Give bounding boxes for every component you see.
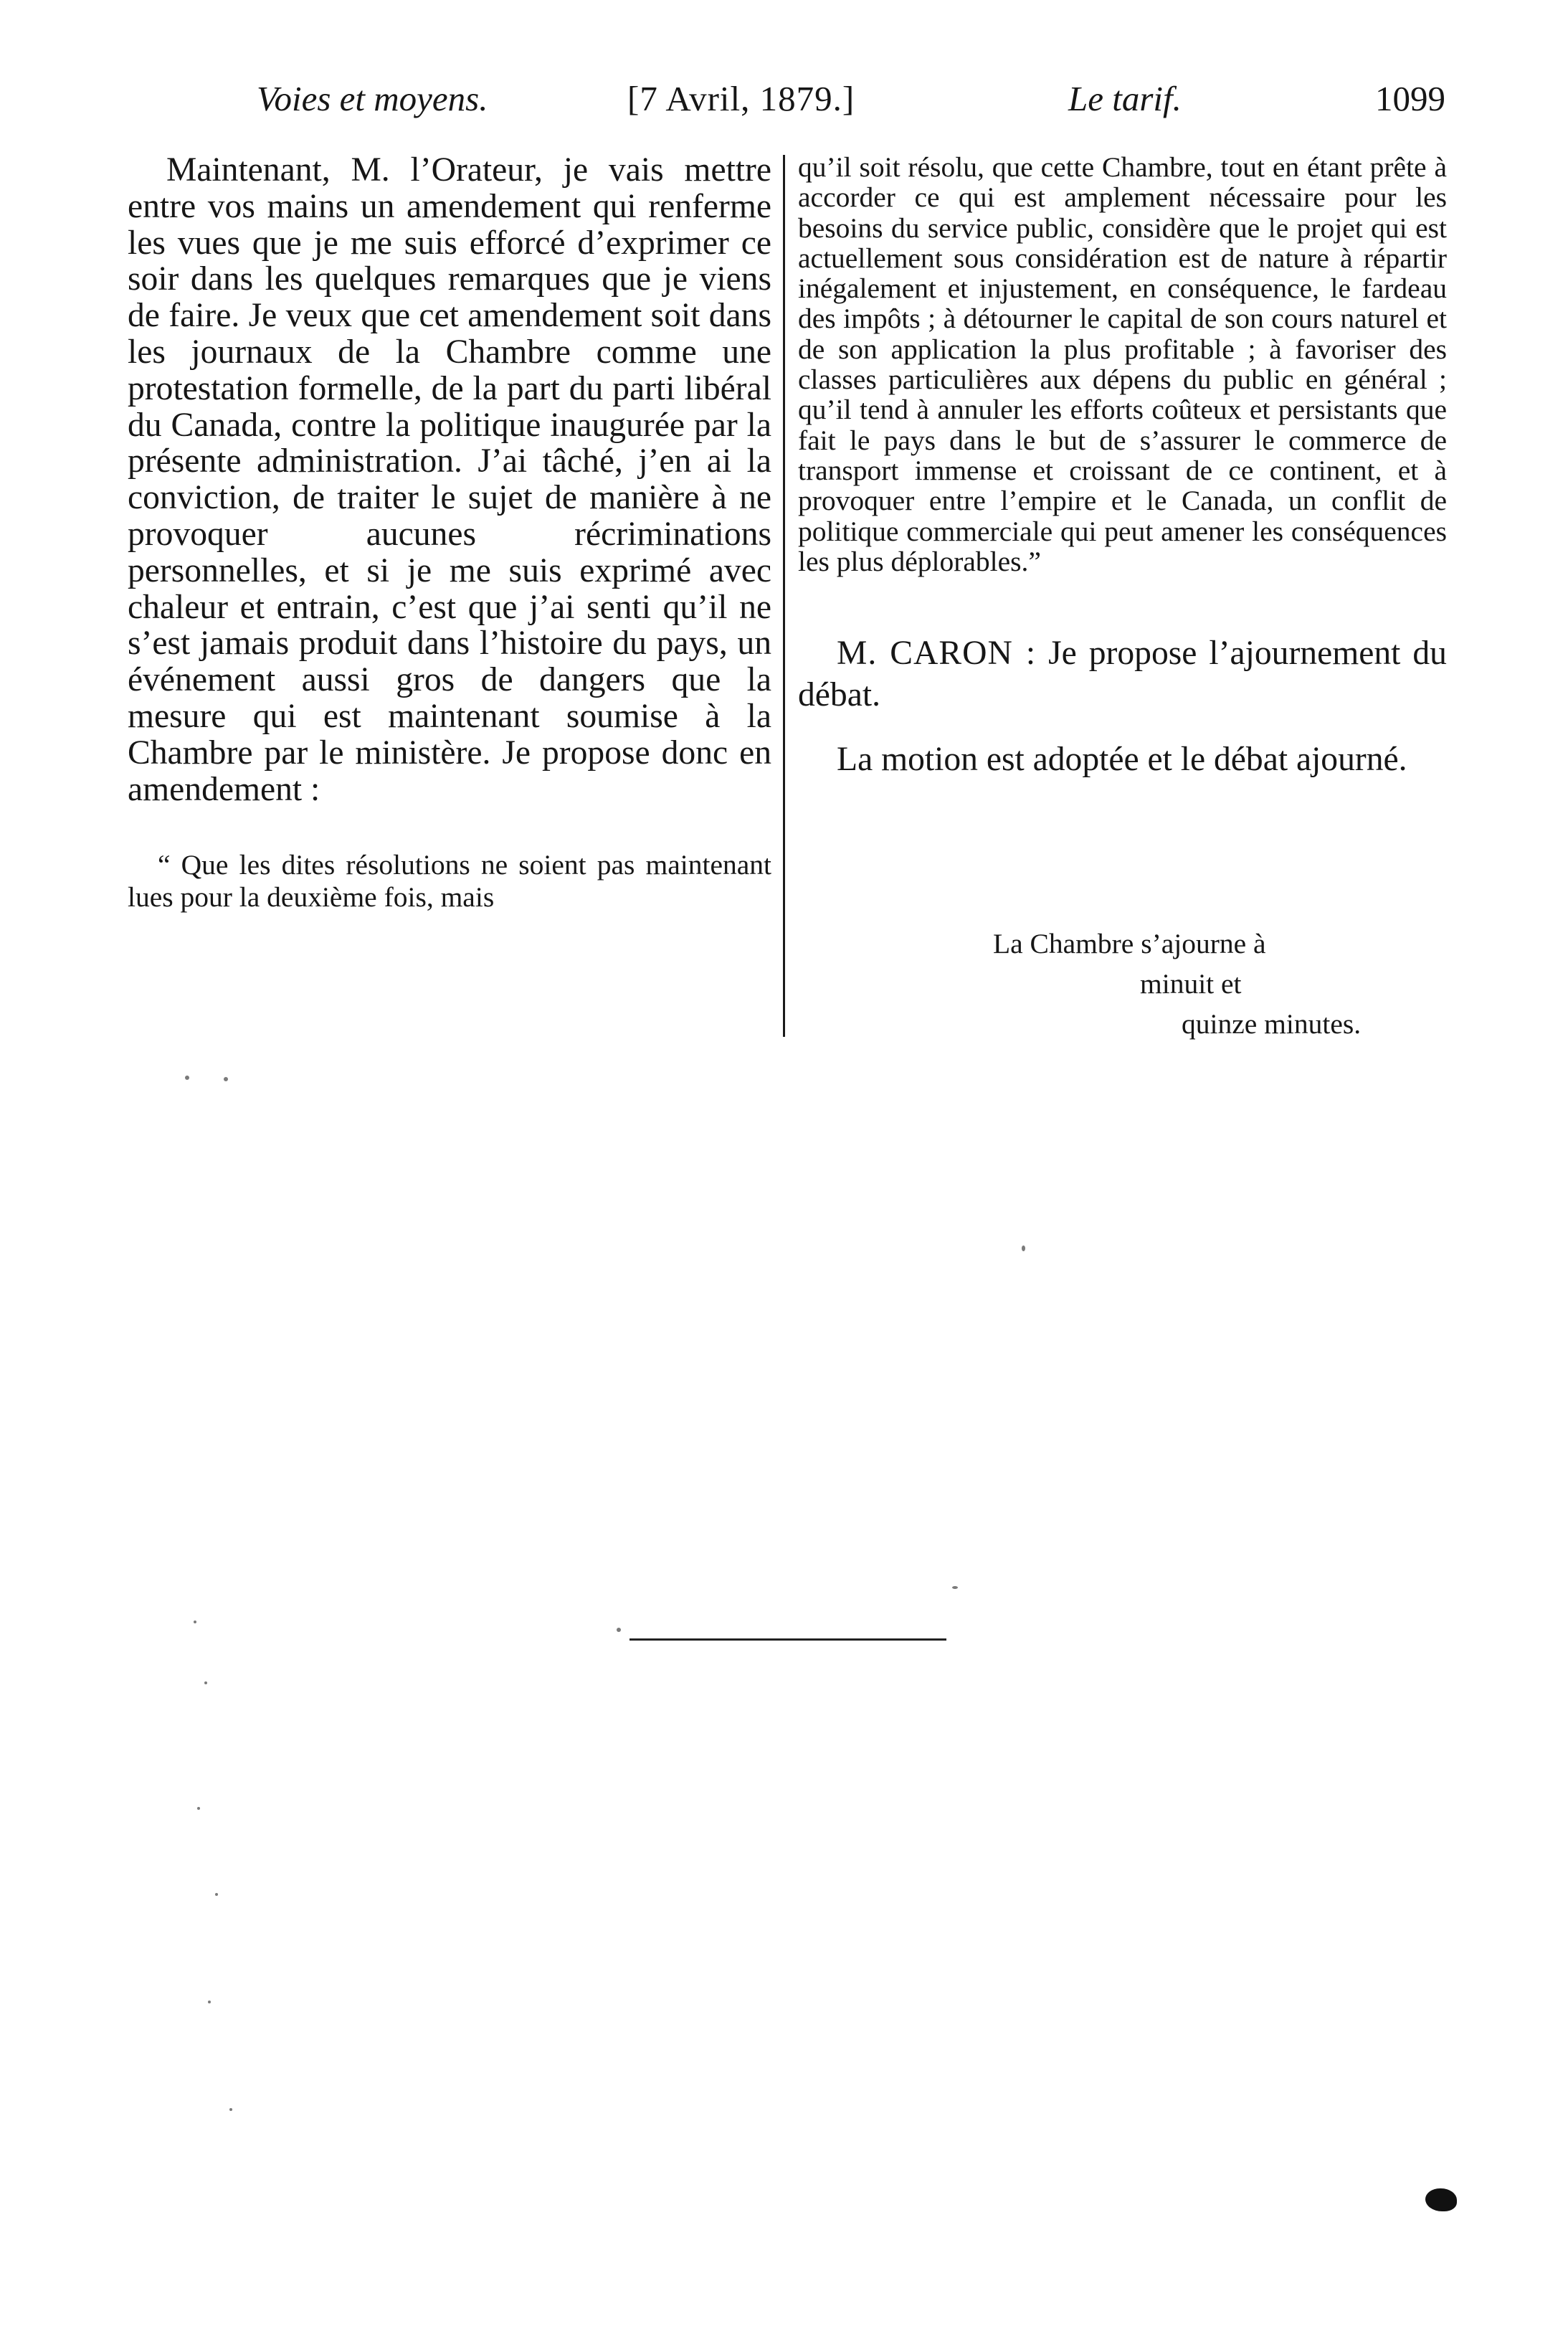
header-date: [7 Avril, 1879.]: [627, 79, 855, 118]
ink-speck: [224, 1077, 228, 1081]
ink-speck: [204, 1681, 207, 1684]
adjournment-line-1: La Chambre s’ajourne à: [993, 928, 1266, 959]
running-header: [0, 77, 1568, 128]
ink-speck: [197, 1807, 200, 1810]
speech-paragraph: Maintenant, M. l’Orateur, je vais mettre entre vos mains un amendement qui renferme les vues que je me suis efforcé d’exprimer ce soir dans les quelques remarques que je viens de faire. Je veux que cet amendement soit dans les journaux de la Chambre comme une protestation formelle, de la part du parti libéral du Canada, contre la politique inaugurée par la présente administration. J’ai tâché, j’en ai la conviction, de traiter le sujet de manière à ne provoquer aucunes récriminations personnelles, et si je me suis exprimé avec chaleur et entrain, c’est que j’ai senti qu’il ne s’est jamais produit dans l’histoire du pays, un événement aussi gros de dangers que la mesure qui est maintenant soumise à la Chambre par le ministère. Je propose donc en amendement :: [128, 151, 771, 808]
column-divider: [783, 155, 785, 1037]
ink-speck: [185, 1076, 189, 1080]
speaker-name: M. CARON :: [837, 635, 1037, 673]
page-number: 1099: [1375, 79, 1445, 118]
ink-speck: [215, 1893, 218, 1896]
motion-result: La motion est adoptée et le débat ajourné.: [837, 741, 1407, 779]
section-end-rule: [629, 1638, 946, 1641]
adjournment-line-2: minuit et: [1140, 968, 1242, 1000]
ink-speck: [617, 1628, 621, 1632]
adjournment-line-3: quinze minutes.: [1182, 1008, 1362, 1040]
ink-speck: [1022, 1245, 1025, 1251]
ink-blot: [1425, 2188, 1457, 2211]
caron-speech: [798, 632, 1447, 716]
speech-text: Je propose l’ajournement du débat.: [798, 635, 1447, 714]
amendment-quote-continuation: qu’il soit résolu, que cette Chambre, tout en étant prête à accorder ce qui est amplement nécessaire pour les besoins du service public, considère que le projet qui est actuellement sous considération est de nature à répartir inégalement et injustement, en conséquence, le fardeau des impôts ; à détourner le capital de son cours naturel et de son application la plus profitable ; à favoriser des classes particulières aux dépens du public en général ; qu’il tend à annuler les efforts coûteux et persistants que fait le pays dans le but de s’assurer le commerce de transport immense et croissant de ce continent, et à provoquer entre l’empire et le Canada, un conflit de politique commerciale qui peut amener les conséquences les plus déplorables.”: [798, 151, 1447, 577]
left-column: [128, 152, 771, 913]
ink-speck: [229, 2108, 232, 2111]
ink-speck: [208, 2001, 211, 2003]
ink-speck: [952, 1586, 958, 1589]
ink-speck: [194, 1621, 196, 1623]
right-column: [798, 152, 1447, 780]
amendment-quote-start: “ Que les dites résolutions ne soient pas maintenant lues pour la deuxième fois, mais: [128, 849, 771, 913]
header-section-left: Voies et moyens.: [257, 79, 488, 118]
header-section-right: Le tarif.: [1068, 79, 1182, 118]
